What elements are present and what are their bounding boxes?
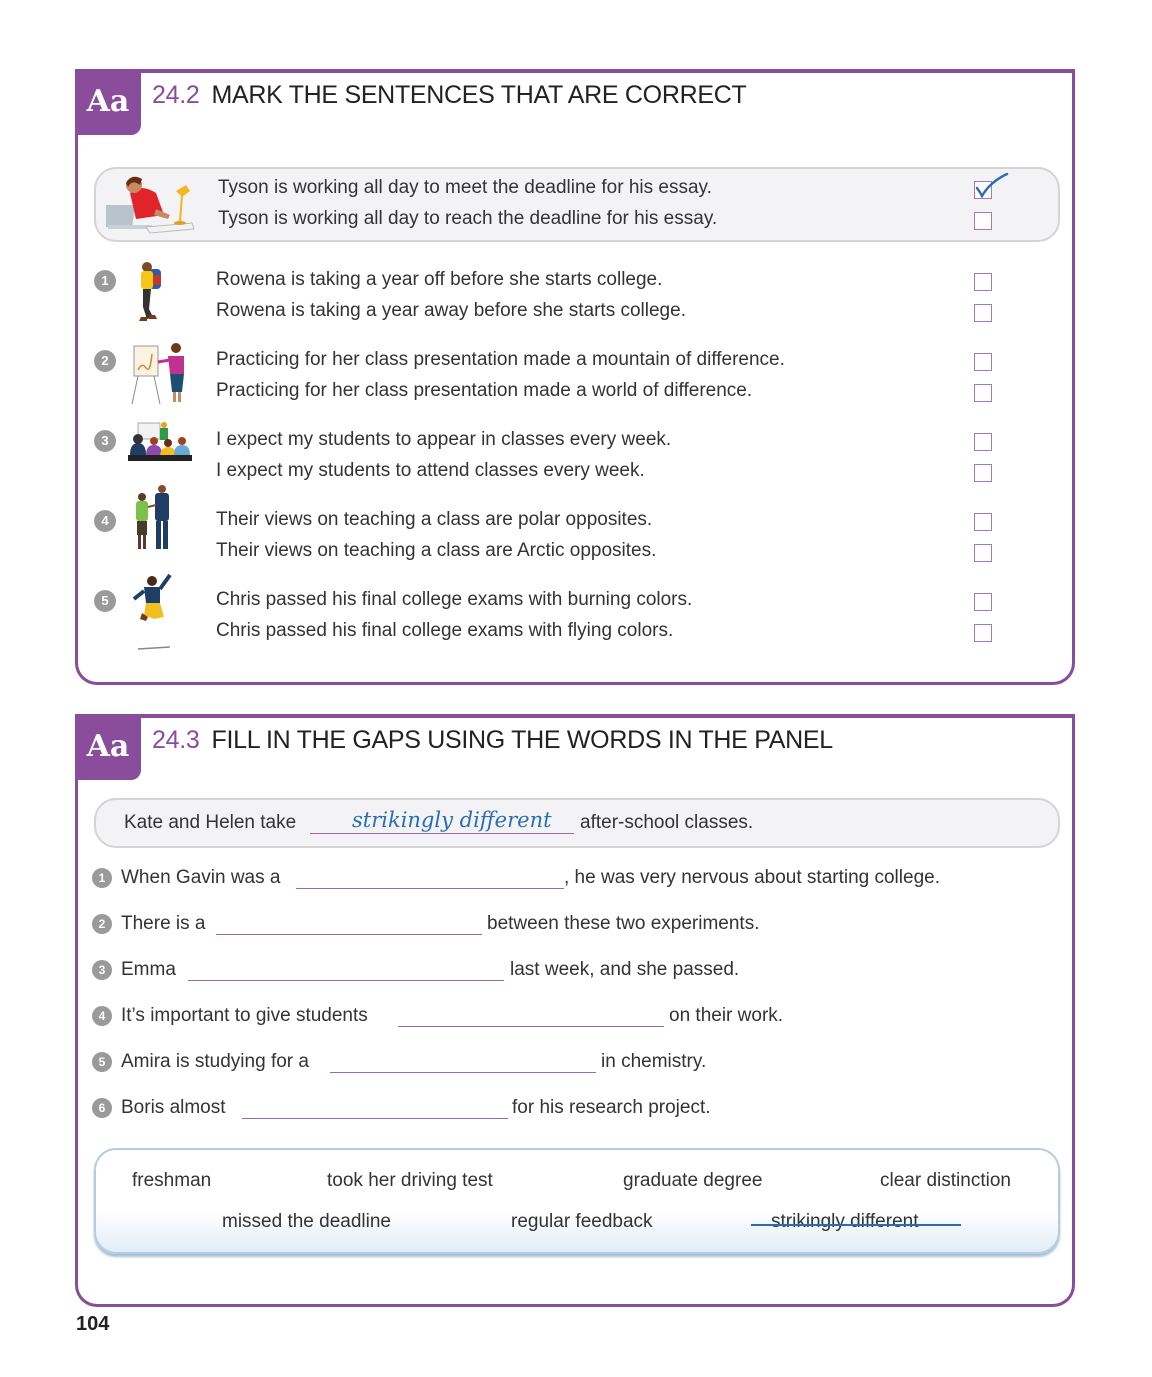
vocabulary-aa-icon: Aa xyxy=(75,714,141,780)
sentence-after: last week, and she passed. xyxy=(510,959,740,980)
exercise-instruction: FILL IN THE GAPS USING THE WORDS IN THE PANEL xyxy=(211,726,833,754)
exercise-number: 24.2 xyxy=(152,81,200,109)
item-number-badge: 4 xyxy=(92,1006,112,1026)
panel-word: took her driving test xyxy=(327,1170,493,1191)
page-number: 104 xyxy=(76,1313,110,1335)
checkbox[interactable] xyxy=(974,544,992,562)
strikethrough-line xyxy=(751,1224,961,1226)
item-number-badge: 2 xyxy=(94,350,116,372)
student-at-desk-illustration xyxy=(106,171,198,237)
backpacker-illustration xyxy=(133,261,167,325)
sentence-after: between these two experiments. xyxy=(487,913,760,934)
sentence-before: Kate and Helen take xyxy=(124,812,297,833)
sentence-option: Tyson is working all day to reach the deadline for his essay. xyxy=(218,208,718,229)
panel-word: regular feedback xyxy=(511,1211,653,1232)
example-box xyxy=(94,167,1060,242)
item-number-badge: 5 xyxy=(92,1052,112,1072)
exercise-number: 24.3 xyxy=(152,726,200,754)
vocabulary-aa-icon: Aa xyxy=(75,69,141,135)
two-people-talking-illustration xyxy=(132,483,174,555)
sentence-option: Rowena is taking a year off before she starts college. xyxy=(216,269,663,290)
sentence-before: There is a xyxy=(121,913,206,934)
jumping-man-illustration xyxy=(130,573,178,653)
answer-gap[interactable] xyxy=(310,833,574,834)
sentence-option: Their views on teaching a class are polar opposites. xyxy=(216,509,653,530)
exercise-title xyxy=(152,726,833,755)
sentence-option: Practicing for her class presentation made a world of difference. xyxy=(216,380,753,401)
sentence-option: Tyson is working all day to meet the deadline for his essay. xyxy=(218,177,712,198)
checkbox[interactable] xyxy=(974,593,992,611)
answer-gap[interactable] xyxy=(330,1072,596,1073)
word-panel xyxy=(94,1148,1060,1254)
handwritten-answer: strikingly different xyxy=(352,808,552,832)
sentence-before: When Gavin was a xyxy=(121,867,281,888)
checkbox[interactable] xyxy=(974,353,992,371)
checkbox[interactable] xyxy=(974,433,992,451)
item-number-badge: 4 xyxy=(94,510,116,532)
sentence-option: Chris passed his final college exams with flying colors. xyxy=(216,620,674,641)
answer-gap[interactable] xyxy=(188,980,504,981)
checkbox[interactable] xyxy=(974,464,992,482)
panel-word: clear distinction xyxy=(880,1170,1011,1191)
panel-word: graduate degree xyxy=(623,1170,763,1191)
item-number-badge: 2 xyxy=(92,914,112,934)
answer-gap[interactable] xyxy=(216,934,482,935)
panel-word: missed the deadline xyxy=(222,1211,391,1232)
sentence-option: Practicing for her class presentation made a mountain of difference. xyxy=(216,349,785,370)
classroom-illustration xyxy=(128,421,192,463)
item-number-badge: 3 xyxy=(94,430,116,452)
item-number-badge: 3 xyxy=(92,960,112,980)
exercise-title xyxy=(152,81,746,110)
item-number-badge: 1 xyxy=(94,270,116,292)
sentence-after: for his research project. xyxy=(512,1097,711,1118)
panel-word: freshman xyxy=(132,1170,212,1191)
checkbox[interactable] xyxy=(974,212,992,230)
exercise-24-3 xyxy=(75,714,1075,1307)
sentence-option: I expect my students to attend classes every week. xyxy=(216,460,645,481)
answer-gap[interactable] xyxy=(398,1026,664,1027)
exercise-instruction: MARK THE SENTENCES THAT ARE CORRECT xyxy=(211,81,747,109)
sentence-before: Emma xyxy=(121,959,176,980)
item-number-badge: 6 xyxy=(92,1098,112,1118)
sentence-option: I expect my students to appear in classes every week. xyxy=(216,429,672,450)
sentence-before: Boris almost xyxy=(121,1097,226,1118)
sentence-option: Their views on teaching a class are Arctic opposites. xyxy=(216,540,657,561)
exercise-24-2 xyxy=(75,69,1075,685)
checkbox[interactable] xyxy=(974,513,992,531)
sentence-option: Chris passed his final college exams with burning colors. xyxy=(216,589,693,610)
sentence-before: Amira is studying for a xyxy=(121,1051,309,1072)
checkbox[interactable] xyxy=(974,624,992,642)
checkmark-icon xyxy=(974,172,1010,200)
example-box xyxy=(94,798,1060,848)
sentence-before: It’s important to give students xyxy=(121,1005,368,1026)
panel-word-used: strikingly different xyxy=(771,1211,919,1232)
item-number-badge: 1 xyxy=(92,868,112,888)
item-number-badge: 5 xyxy=(94,590,116,612)
presenter-flipchart-illustration xyxy=(128,340,190,406)
sentence-after: , he was very nervous about starting college. xyxy=(564,867,940,888)
checkbox[interactable] xyxy=(974,273,992,291)
sentence-after: in chemistry. xyxy=(601,1051,707,1072)
answer-gap[interactable] xyxy=(242,1118,508,1119)
answer-gap[interactable] xyxy=(296,888,564,889)
sentence-after: after-school classes. xyxy=(580,812,754,833)
checkbox[interactable] xyxy=(974,304,992,322)
checkbox[interactable] xyxy=(974,384,992,402)
sentence-after: on their work. xyxy=(669,1005,784,1026)
sentence-option: Rowena is taking a year away before she starts college. xyxy=(216,300,686,321)
